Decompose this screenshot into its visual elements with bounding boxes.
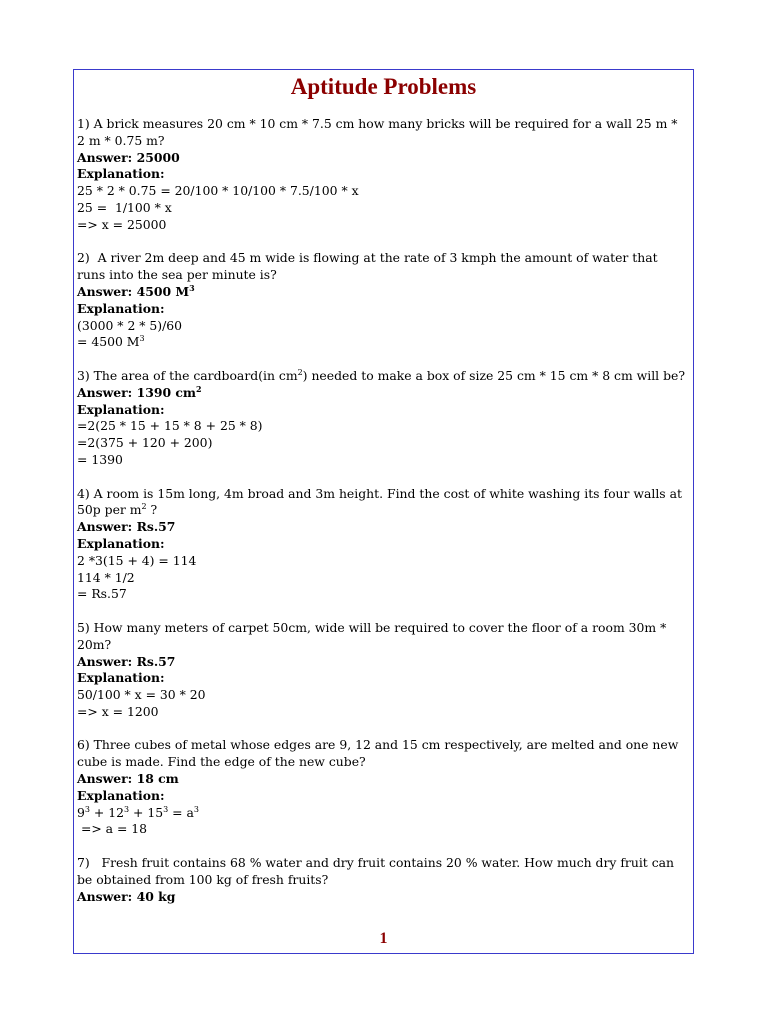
answer-5: Answer: Rs.57 (77, 653, 176, 669)
step-4-3: = Rs.57 (77, 586, 127, 602)
step-2-2: = 4500 $M^3$ (77, 334, 145, 350)
answer-3: Answer: 1390 $cm^2$ (77, 383, 202, 400)
question-7: 7) Fresh fruit contains 68 % water and dry fruit contains 20 % water. How much dry fruit can be obtained from 100 kg of fresh fruits? (77, 855, 678, 887)
step-3-1: =2(25 * 15 + 15 * 8 + 25 * 8) (77, 418, 263, 434)
page-title: Aptitude Problems (290, 74, 477, 99)
document-body (77, 116, 689, 905)
answer-7: Answer: 40 kg (77, 888, 176, 904)
problem-4 (77, 486, 689, 604)
problem-6 (77, 737, 689, 838)
question-4-line-2: 50p per $m^2$ ? (77, 502, 158, 518)
step-4-1: 2 *3(15 + 4) = 114 (77, 552, 197, 568)
explanation-label-3: Explanation: (77, 401, 165, 417)
problem-1 (77, 116, 689, 234)
step-6-2: => a = 18 (77, 821, 148, 837)
page-number: 1 (379, 930, 388, 947)
step-1-3: => x = 25000 (77, 216, 167, 232)
step-1-2: 25 = 1/100 * x (77, 199, 172, 215)
explanation-label-2: Explanation: (77, 300, 165, 316)
step-5-2: => x = 1200 (77, 703, 159, 719)
problem-7 (77, 855, 689, 905)
explanation-label-4: Explanation: (77, 535, 165, 551)
problem-5 (77, 620, 689, 721)
problem-3 (77, 368, 689, 469)
explanation-label-6: Explanation: (77, 787, 165, 803)
question-1: 1) A brick measures 20 cm * 10 cm * 7.5 cm how many bricks will be required for a wall 25 m * 2 m * 0.75 m? (77, 116, 682, 148)
question-2: 2) A river 2m deep and 45 m wide is flowing at the rate of 3 kmph the amount of water that runs into the sea per minute is? (77, 250, 662, 283)
explanation-label-1: Explanation: (77, 166, 165, 182)
step-5-1: 50/100 * x = 30 * 20 (77, 687, 206, 703)
answer-6: Answer: 18 cm (77, 771, 179, 787)
question-5: 5) How many meters of carpet 50cm, wide will be required to cover the floor of a room 30m * 20m? (77, 619, 671, 652)
question-3: 3) The area of the cardboard(in $cm^2$) needed to make a box of size 25 cm * 15 cm * 8 cm will be? (77, 367, 685, 383)
answer-4: Answer: Rs.57 (77, 519, 176, 535)
step-4-2: 114 * 1/2 (77, 569, 135, 585)
problem-2 (77, 250, 689, 351)
explanation-label-5: Explanation: (77, 670, 165, 686)
question-4-line-1: 4) A room is 15m long, 4m broad and 3m height. Find the cost of white washing its four walls at (77, 485, 682, 501)
answer-2: Answer: 4500 $M^3$ (77, 282, 195, 299)
step-3-2: =2(375 + 120 + 200) (77, 435, 213, 451)
question-6: 6) Three cubes of metal whose edges are 9, 12 and 15 cm respectively, are melted and one new cube is made. Find the edge of the new cube? (77, 737, 683, 770)
step-2-1: (3000 * 2 * 5)/60 (77, 317, 183, 333)
answer-1: Answer: 25000 (77, 149, 180, 165)
step-3-3: = 1390 (77, 451, 123, 467)
step-1-1: 25 * 2 * 0.75 = 20/100 * 10/100 * 7.5/100 * x (77, 183, 359, 199)
cube-equation: $9^3 + 12^3 + 15^3 = a^3$ (77, 804, 199, 820)
